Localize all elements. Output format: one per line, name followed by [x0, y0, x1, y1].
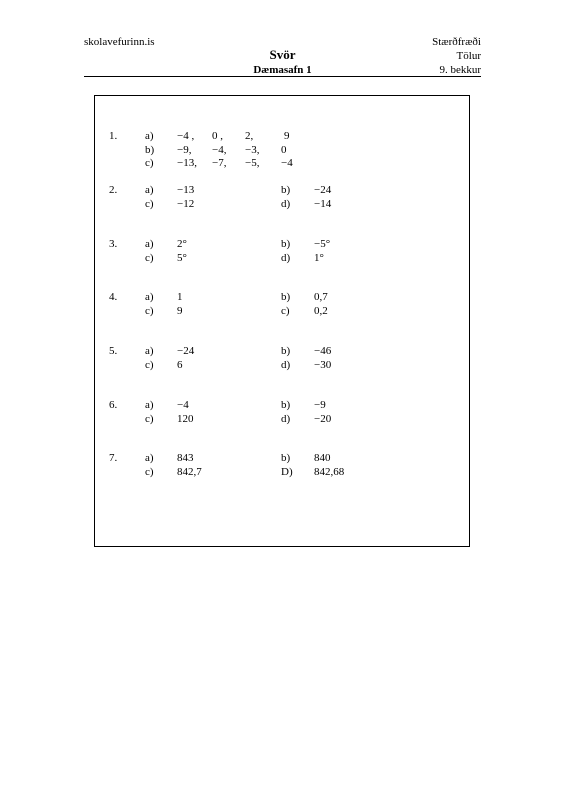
answer-value: 2,	[245, 130, 254, 142]
part-label: c)	[145, 466, 154, 478]
part-label: c)	[145, 252, 154, 264]
answer-value: 1°	[314, 252, 324, 264]
answer-value: −9	[314, 399, 326, 411]
question-number: 7.	[109, 452, 118, 464]
part-label: d)	[281, 413, 291, 425]
page-title: Svör	[269, 47, 296, 62]
part-label: c)	[145, 413, 154, 425]
answer-value: 842,68	[314, 466, 345, 478]
subject: Stærðfræði	[432, 36, 481, 48]
answer-value: 843	[177, 452, 194, 464]
answer-value: −12	[177, 198, 195, 210]
part-label: b)	[281, 291, 291, 303]
answer-value: 842,7	[177, 466, 202, 478]
question-number: 2.	[109, 184, 118, 196]
answer-value: 0 ,	[212, 130, 223, 142]
answer-value: −4 ,	[177, 130, 195, 142]
part-label: c)	[281, 305, 290, 317]
answer-value: −9,	[177, 144, 192, 156]
answer-value: −24	[314, 184, 332, 196]
part-label: a)	[145, 130, 154, 142]
answer-value: −14	[314, 198, 332, 210]
answer-value: 1	[177, 291, 183, 303]
answer-value: −13,	[177, 157, 197, 169]
answer-value: 120	[177, 413, 194, 425]
answer-value: 9	[284, 130, 290, 142]
part-label: d)	[281, 359, 291, 371]
answer-value: −30	[314, 359, 332, 371]
answer-value: 5°	[177, 252, 187, 264]
answer-value: −4	[281, 157, 293, 169]
part-label: a)	[145, 452, 154, 464]
answer-value: 840	[314, 452, 331, 464]
answer-value: −5°	[314, 238, 331, 250]
answer-value: 0,2	[314, 305, 328, 317]
grade: 9. bekkur	[439, 64, 481, 76]
question-number: 6.	[109, 399, 118, 411]
answer-value: 9	[177, 305, 183, 317]
part-label: a)	[145, 184, 154, 196]
part-label: a)	[145, 399, 154, 411]
question-number: 1.	[109, 130, 118, 142]
part-label: a)	[145, 345, 154, 357]
part-label: b)	[281, 238, 291, 250]
part-label: b)	[145, 144, 155, 156]
answer-value: −3,	[245, 144, 260, 156]
part-label: b)	[281, 452, 291, 464]
site-name: skolavefurinn.is	[84, 36, 155, 48]
part-label: c)	[145, 157, 154, 169]
page-subtitle: Dæmasafn 1	[253, 64, 312, 76]
part-label: b)	[281, 345, 291, 357]
part-label: b)	[281, 399, 291, 411]
answer-value: −46	[314, 345, 332, 357]
answer-value: 6	[177, 359, 183, 371]
part-label: a)	[145, 291, 154, 303]
answer-value: −24	[177, 345, 195, 357]
header-rule	[84, 76, 481, 77]
answer-value: −13	[177, 184, 195, 196]
answer-value: 2°	[177, 238, 187, 250]
answer-value: 0,7	[314, 291, 328, 303]
part-label: a)	[145, 238, 154, 250]
answer-value: −4	[177, 399, 189, 411]
part-label: c)	[145, 198, 154, 210]
question-number: 5.	[109, 345, 118, 357]
topic: Tölur	[456, 50, 481, 62]
part-label: c)	[145, 359, 154, 371]
part-label: b)	[281, 184, 291, 196]
question-number: 3.	[109, 238, 118, 250]
part-label: d)	[281, 252, 291, 264]
question-number: 4.	[109, 291, 118, 303]
answer-value: −4,	[212, 144, 227, 156]
answer-value: 0	[281, 144, 287, 156]
answer-value: −20	[314, 413, 332, 425]
answer-value: −7,	[212, 157, 227, 169]
part-label: D)	[281, 466, 293, 478]
answer-value: −5,	[245, 157, 260, 169]
part-label: d)	[281, 198, 291, 210]
part-label: c)	[145, 305, 154, 317]
